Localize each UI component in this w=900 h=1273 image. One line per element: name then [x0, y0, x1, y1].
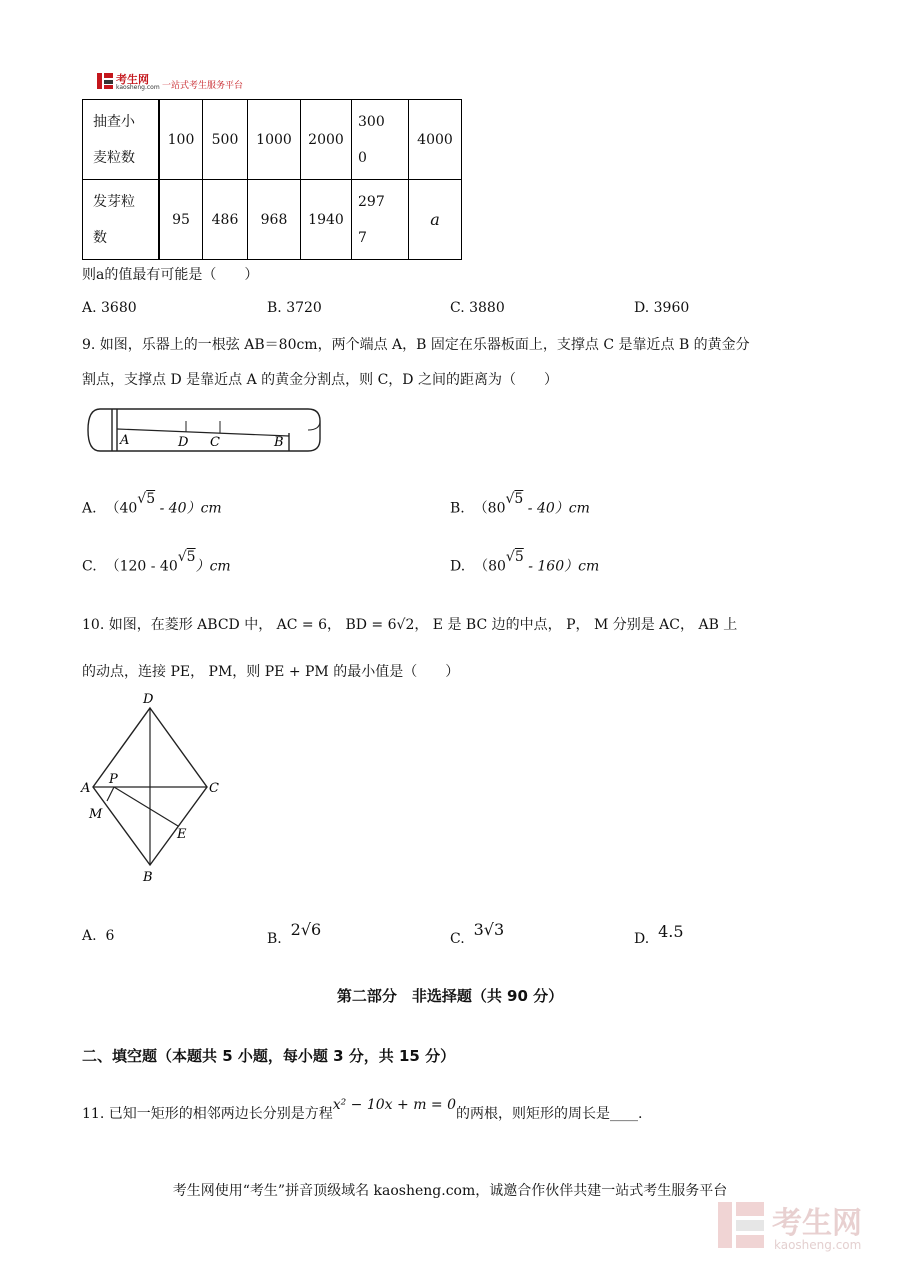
table-cell: 3000: [352, 100, 409, 180]
table-cell: 1000: [248, 100, 301, 180]
q10-rhombus-figure: [80, 688, 230, 888]
header-logo: [96, 72, 114, 94]
q9-option-a: A. $(40^{√5} - 40)cm$: [82, 491, 222, 517]
seed-table: [82, 99, 462, 260]
q8-option-c: C. 3880: [450, 300, 505, 316]
q8-option-a: A. 3680: [82, 300, 137, 316]
part-two-title: 第二部分 非选择题（共 90 分）: [336, 987, 564, 1005]
logo-mark-icon: [96, 72, 114, 90]
table-row: [83, 100, 462, 180]
q8-stem: 则a的值最有可能是（ ）: [82, 267, 259, 283]
logo-domain: kaosheng.com: [116, 84, 160, 91]
figure-label-d: D: [178, 435, 189, 450]
figure-label-p: P: [109, 772, 118, 787]
q10-option-a: A. 6: [82, 928, 115, 944]
q10-option-b: B. 2√6: [267, 920, 322, 947]
q10-option-c: C. 3√3: [450, 920, 505, 947]
q10-option-d: D. 4.5: [634, 922, 684, 947]
table-cell: 2000: [301, 100, 352, 180]
q8-option-b: B. 3720: [267, 300, 322, 316]
table-cell: 4000: [409, 100, 462, 180]
table-cell: 486: [203, 180, 248, 260]
q9-option-d: D. $(80^{√5} - 160)cm$: [450, 549, 600, 575]
table-cell: 100: [159, 100, 203, 180]
figure-label-a: A: [81, 781, 91, 796]
table-cell: 500: [203, 100, 248, 180]
table-cell: a: [409, 180, 462, 260]
figure-label-b: B: [274, 435, 284, 450]
q9-line-1: 9. 如图，乐器上的一根弦 AB＝80cm，两个端点 A，B 固定在乐器板面上，支撑点 C 是靠近点 B 的黄金分: [82, 337, 750, 353]
figure-label-c: C: [209, 781, 219, 796]
figure-label-e: E: [177, 827, 187, 842]
section-two-title: 二、填空题（本题共 5 小题，每小题 3 分，共 15 分）: [82, 1047, 456, 1065]
page-footer: 考生网使用“考生”拼音顶级域名 kaosheng.com，诚邀合作伙伴共建一站式考生服务平台: [172, 1183, 728, 1199]
q9-option-c: C. $(120 - 40^{√5})cm$: [82, 549, 231, 575]
logo-name: 考生网: [116, 73, 149, 86]
figure-label-m: M: [89, 807, 103, 822]
q8-option-d: D. 3960: [634, 300, 690, 316]
watermark-domain: kaosheng.com: [774, 1238, 862, 1252]
table-cell: 抽查小麦粒数: [83, 100, 160, 180]
figure-label-d: D: [143, 692, 154, 707]
q10-line-1: 10. 如图，在菱形 ABCD 中， AC = 6， BD = 6√2， E 是 BC 边的中点， P， M 分别是 AC， AB 上: [82, 617, 738, 633]
q11-text: 11. 已知一矩形的相邻两边长分别是方程x² − 10x + m = 0的两根，则矩形的周长是____.: [82, 1097, 643, 1122]
table-cell: 发芽粒数: [83, 180, 160, 260]
q9-instrument-figure: [86, 406, 322, 454]
watermark-mark-icon: [716, 1200, 766, 1250]
figure-label-b: B: [143, 870, 153, 885]
table-cell: 1940: [301, 180, 352, 260]
table-cell: 2977: [352, 180, 409, 260]
table-cell: 968: [248, 180, 301, 260]
watermark-name: 考生网: [772, 1206, 862, 1241]
table-row: [83, 180, 462, 260]
q10-line-2: 的动点，连接 PE， PM，则 PE + PM 的最小值是（ ）: [82, 664, 460, 680]
q9-option-b: B. $(80^{√5} - 40)cm$: [450, 491, 590, 517]
header-slogan: 一站式考生服务平台: [162, 81, 244, 91]
watermark-logo: [716, 1200, 766, 1254]
q9-line-2: 割点，支撑点 D 是靠近点 A 的黄金分割点，则 C，D 之间的距离为（ ）: [82, 372, 558, 388]
figure-label-a: A: [120, 433, 130, 448]
figure-label-c: C: [210, 435, 220, 450]
table-cell: 95: [159, 180, 203, 260]
